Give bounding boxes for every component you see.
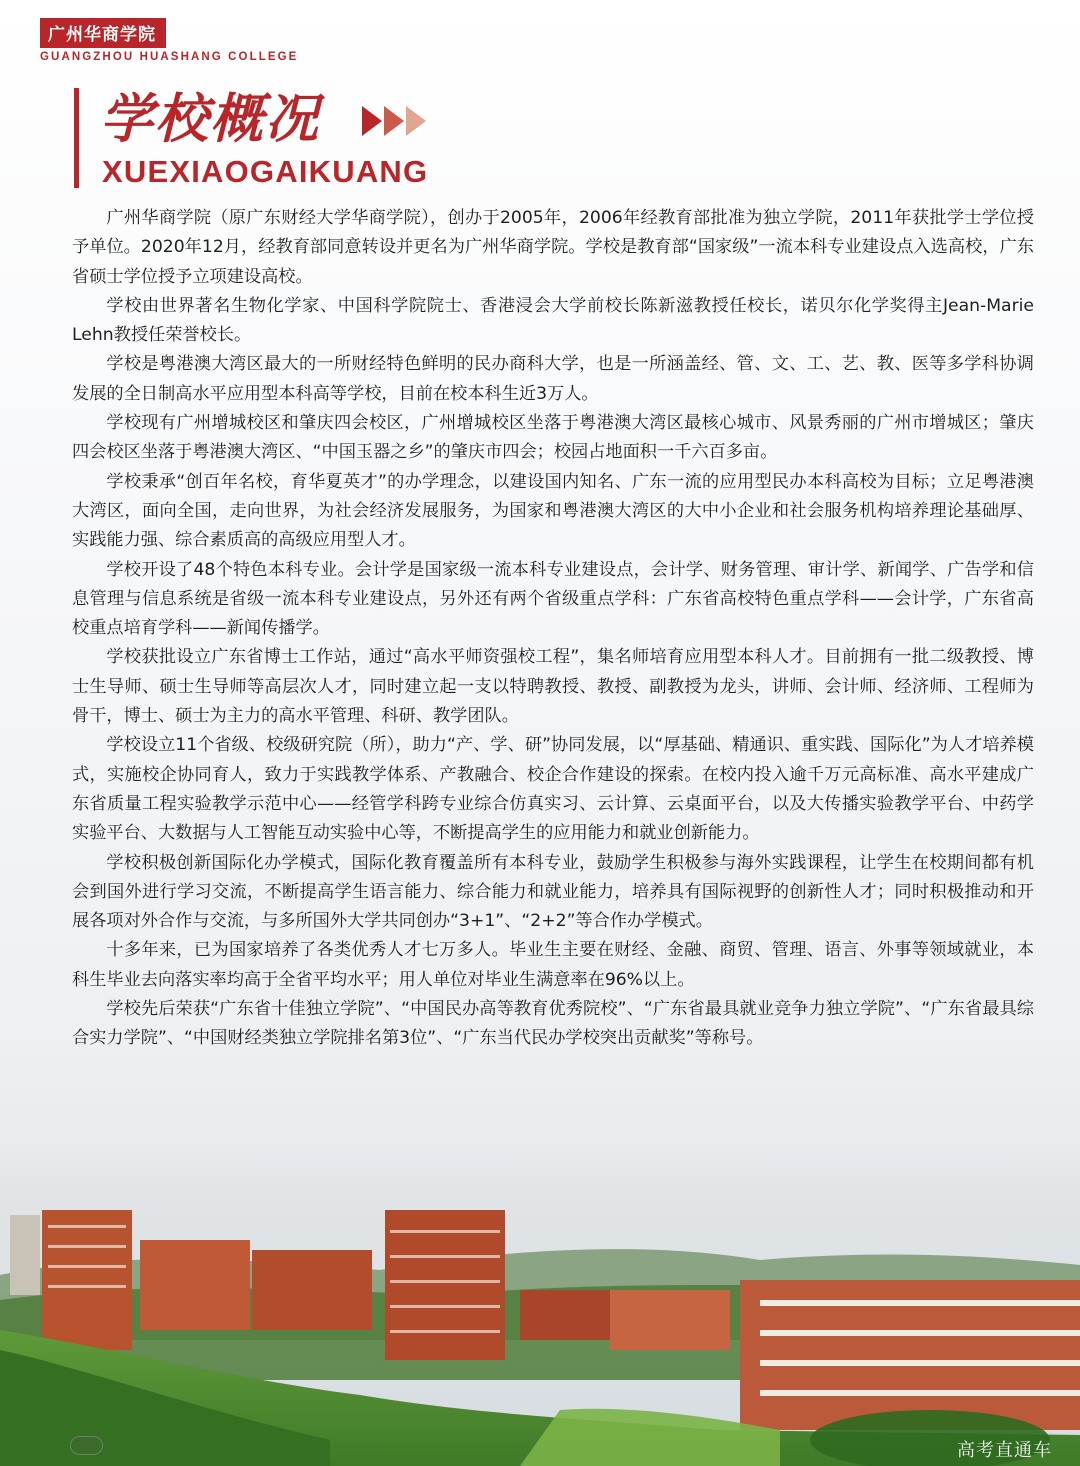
arrow-icon bbox=[406, 106, 426, 136]
school-name-en: GUANGZHOU HUASHANG COLLEGE bbox=[40, 51, 299, 63]
school-name-cn: 广州华商学院 bbox=[40, 18, 166, 48]
paragraph: 广州华商学院（原广东财经大学华商学院），创办于2005年，2006年经教育部批准为独立学院，2011年获批学士学位授予单位。2020年12月，经教育部同意转设并更名为广州华商学院。学校是教育部“国家级”一流本科专业建设点入选高校，广东省硕士学位授予立项建设高校。 bbox=[72, 208, 1034, 287]
paragraph: 学校现有广州增城校区和肇庆四会校区，广州增城校区坐落于粤港澳大湾区最核心城市、风景秀丽的广州市增城区；肇庆四会校区坐落于粤港澳大湾区、“中国玉器之乡”的肇庆市四会；校园占地面积一千六百多亩。 bbox=[72, 413, 1034, 463]
paragraph: 学校是粤港澳大湾区最大的一所财经特色鲜明的民办商科大学，也是一所涵盖经、管、文、工、艺、教、医等多学科协调发展的全日制高水平应用型本科高等学校，目前在校本科生近3万人。 bbox=[72, 354, 1034, 404]
arrow-icon bbox=[384, 106, 404, 136]
paragraph: 学校开设了48个特色本科专业。会计学是国家级一流本科专业建设点，会计学、财务管理、审计学、新闻学、广告学和信息管理与信息系统是省级一流本科专业建设点，另外还有两个省级重点学科：广东省高校特色重点学科——会计学，广东省高校重点培育学科——新闻传播学。 bbox=[72, 559, 1034, 639]
paragraph: 学校积极创新国际化办学模式，国际化教育覆盖所有本科专业，鼓励学生积极参与海外实践课程，让学生在校期间都有机会到国外进行学习交流，不断提高学生语言能力、综合能力和就业能力，培养具有国际视野的创新性人才；同时积极推动和开展各项对外合作与交流，与多所国外大学共同创办“3+1”、“2+2”等合作办学模式。 bbox=[72, 852, 1034, 932]
article-body bbox=[72, 204, 1034, 1054]
page-number: 01 bbox=[70, 1436, 103, 1455]
paragraph: 学校设立11个省级、校级研究院（所），助力“产、学、研”协同发展，以“厚基础、精通识、重实践、国际化”为人才培养模式，实施校企协同育人，致力于实践教学体系、产教融合、校企合作建设的探索。在校内投入逾千万元高标准、高水平建成广东省质量工程实验教学示范中心——经管学科跨专业综合仿真实习、云计算、云桌面平台，以及大传播实验教学平台、中药学实验平台、大数据与人工智能互动实验中心等，不断提高学生的应用能力和就业创新能力。 bbox=[72, 735, 1034, 844]
brand-block bbox=[40, 18, 298, 63]
paragraph: 学校秉承“创百年名校，育华夏英才”的办学理念，以建设国内知名、广东一流的应用型民办本科高校为目标；立足粤港澳大湾区，面向全国，走向世界，为社会经济发展服务，为国家和粤港澳大湾区的大中小企业和社会服务机构培养理论基础厚、实践能力强、综合素质高的高级应用型人才。 bbox=[72, 471, 1034, 551]
campus-photo bbox=[0, 1180, 1080, 1466]
title-accent-bar bbox=[74, 88, 79, 188]
arrow-icon bbox=[362, 106, 382, 136]
title-arrows-icon bbox=[362, 106, 426, 136]
section-title-en: XUEXIAOGAIKUANG bbox=[102, 154, 429, 189]
paragraph: 学校先后荣获“广东省十佳独立学院”、“中国民办高等教育优秀院校”、“广东省最具就业竞争力独立学院”、“广东省最具综合实力学院”、“中国财经类独立学院排名第3位”、“广东当代民办学校突出贡献奖”等称号。 bbox=[72, 999, 1034, 1049]
paragraph: 十多年来，已为国家培养了各类优秀人才七万多人。毕业生主要在财经、金融、商贸、管理、语言、外事等领域就业，本科生毕业去向落实率均高于全省平均水平；用人单位对毕业生满意率在96%以上。 bbox=[72, 940, 1034, 990]
paragraph: 学校获批设立广东省博士工作站，通过“高水平师资强校工程”，集名师培育应用型本科人才。目前拥有一批二级教授、博士生导师、硕士生导师等高层次人才，同时建立起一支以特聘教授、教授、副教授为龙头，讲师、会计师、经济师、工程师为骨干，博士、硕士为主力的高水平管理、科研、教学团队。 bbox=[72, 647, 1034, 727]
paragraph: 学校由世界著名生物化学家、中国科学院院士、香港浸会大学前校长陈新滋教授任校长，诺贝尔化学奖得主Jean-Marie Lehn教授任荣誉校长。 bbox=[72, 295, 1034, 346]
publication-mark: 高考直通车 bbox=[957, 1440, 1052, 1461]
section-title-cn: 学校概况 bbox=[100, 89, 320, 150]
